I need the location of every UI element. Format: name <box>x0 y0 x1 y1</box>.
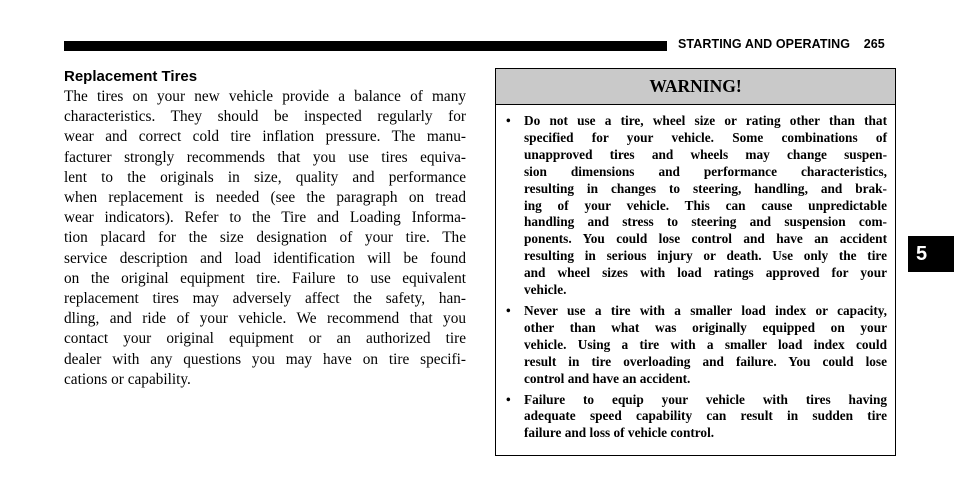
warning-line: result in tire overloading and failure. You could lose <box>524 353 887 369</box>
bullet-icon: • <box>506 113 511 128</box>
warning-line: handling and stress to steering and suspension com- <box>524 214 887 230</box>
warning-line: other than what was originally equipped on your <box>524 319 887 335</box>
page-number: 265 <box>863 37 885 51</box>
body-line: cations or capability. <box>64 370 191 388</box>
section-title: STARTING AND OPERATING <box>678 37 851 51</box>
body-paragraph <box>64 87 466 390</box>
warning-line: adequate speed capability can result in sudden tire <box>524 408 887 424</box>
body-line: The tires on your new vehicle provide a balance of many <box>64 88 466 105</box>
body-line: characteristics. They should be inspected regularly for <box>64 108 466 126</box>
body-line: wear and correct cold tire inflation pressure. The manu- <box>64 128 466 146</box>
warning-item <box>506 392 887 443</box>
body-line: tion placard for the size designation of your tire. The <box>64 229 466 247</box>
body-line: when replacement is needed (see the paragraph on tread <box>64 189 466 207</box>
warning-item <box>506 303 887 388</box>
warning-line: ing of your vehicle. This can cause unpredictable <box>524 197 887 213</box>
warning-item <box>506 113 887 299</box>
warning-line: resulting in serious injury or death. Use only the tire <box>524 248 887 264</box>
replacement-tires-section <box>64 67 466 390</box>
body-line: dealer with any questions you may have on tire specifi- <box>64 350 466 368</box>
chapter-tab <box>908 236 954 272</box>
chapter-number: 5 <box>916 242 928 265</box>
bullet-icon: • <box>506 391 511 407</box>
warning-line: control and have an accident. <box>524 370 691 386</box>
warning-line: resulting in changes to steering, handling, and brak- <box>524 180 887 196</box>
warning-line: failure and loss of vehicle control. <box>524 425 715 441</box>
header-rule <box>64 41 667 51</box>
warning-line: sion dimensions and performance characteristics, <box>524 163 887 179</box>
body-line: wear indicators). Refer to the Tire and Loading Informa- <box>64 209 466 227</box>
warning-title: WARNING! <box>496 69 895 105</box>
warning-line: Do not use a tire, wheel size or rating other than that <box>524 113 887 128</box>
bullet-icon: • <box>506 302 511 318</box>
warning-line: and wheel sizes with load ratings approved for your <box>524 265 887 281</box>
warning-box <box>495 68 896 456</box>
body-line: dling, and ride of your vehicle. We recommend that you <box>64 310 466 328</box>
running-head <box>678 37 885 51</box>
body-line: replacement tires may adversely affect the safety, han- <box>64 290 466 308</box>
warning-line: specified for your vehicle. Some combinations of <box>524 129 887 145</box>
body-line: service description and load identification will be found <box>64 249 466 267</box>
warning-line: vehicle. <box>524 282 567 298</box>
warning-line: Failure to equip your vehicle with tires having <box>524 391 887 407</box>
body-line: lent to the originals in size, quality and performance <box>64 168 466 186</box>
warning-list <box>496 105 895 442</box>
warning-line: Never use a tire with a smaller load index or capacity, <box>524 302 887 318</box>
warning-line: unapproved tires and wheels may change suspen- <box>524 146 887 162</box>
body-line: on the original equipment tire. Failure to use equivalent <box>64 269 466 287</box>
section-heading: Replacement Tires <box>64 68 198 85</box>
body-line: facturer strongly recommends that you use tires equiva- <box>64 148 466 166</box>
warning-line: ponents. You could lose control and have an accident <box>524 231 887 247</box>
body-line: contact your original equipment or an authorized tire <box>64 330 466 348</box>
warning-line: vehicle. Using a tire with a smaller load index could <box>524 336 887 352</box>
